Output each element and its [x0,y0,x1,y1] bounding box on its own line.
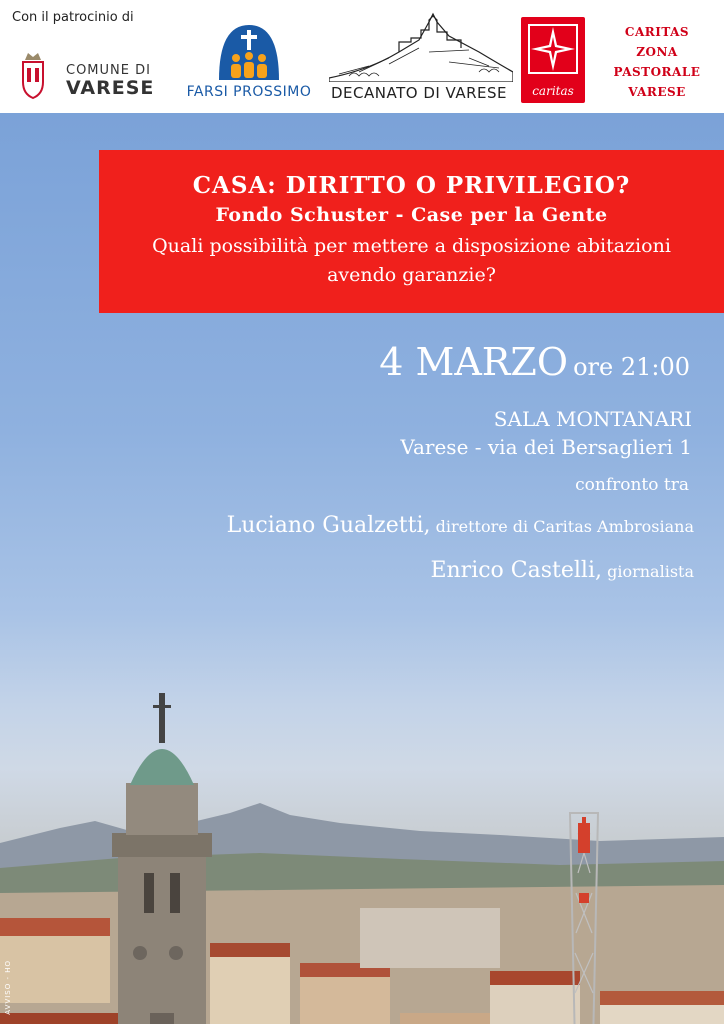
caritas-zona-name [592,22,722,102]
speaker-2 [430,558,694,583]
venue-name: SALA MONTANARI [493,407,692,431]
event-question-line2: avendo garanzie? [327,264,496,286]
sacro-monte-drawing-icon [329,12,513,82]
event-time: ore 21:00 [573,353,690,381]
varese-coat-of-arms-icon [18,48,48,100]
event-venue [400,405,692,461]
farsi-prossimo-label: FARSI PROSSIMO [186,84,312,100]
speaker-2-role: giornalista [607,562,694,581]
event-subtitle: Fondo Schuster - Case per la Gente [215,204,608,226]
patronage-label: Con il patrocinio di [12,10,134,25]
speaker-1-name: Luciano Gualzetti, [226,513,431,538]
event-question-line1: Quali possibilità per mettere a disposizione abitazioni [152,235,671,257]
comune-line1: COMUNE DI [66,63,151,78]
city-skyline-illustration [0,653,724,1024]
title-banner [99,150,724,313]
speaker-1-role: direttore di Caritas Ambrosiana [435,517,694,536]
caritas-cross-icon [521,17,585,81]
caritas-logo [521,17,585,103]
sponsor-header [0,0,724,113]
event-datetime [379,340,690,384]
farsi-prossimo-icon [216,22,282,82]
venue-address: Varese - via dei Bersaglieri 1 [400,435,692,459]
farsi-prossimo-logo [176,22,322,106]
confronto-label: confronto tra [575,475,689,495]
event-question [99,232,724,290]
speaker-2-name: Enrico Castelli, [430,558,602,583]
comune-varese-logo [18,42,168,104]
side-note: AVVISO - HO [4,960,12,1015]
caritas-logo-word: caritas [532,84,574,98]
event-title: CASA: DIRITTO O PRIVILEGIO? [192,172,631,199]
event-date: 4 MARZO [379,340,568,384]
decanato-logo [329,12,515,106]
decanato-label: DECANATO DI VARESE [331,84,508,102]
speaker-1 [227,513,694,538]
caritas-name-line1: CARITAS [624,25,690,39]
caritas-name-line3: VARESE [628,85,686,99]
caritas-name-line2: ZONA PASTORALE [613,45,701,79]
comune-line2: VARESE [66,77,155,99]
